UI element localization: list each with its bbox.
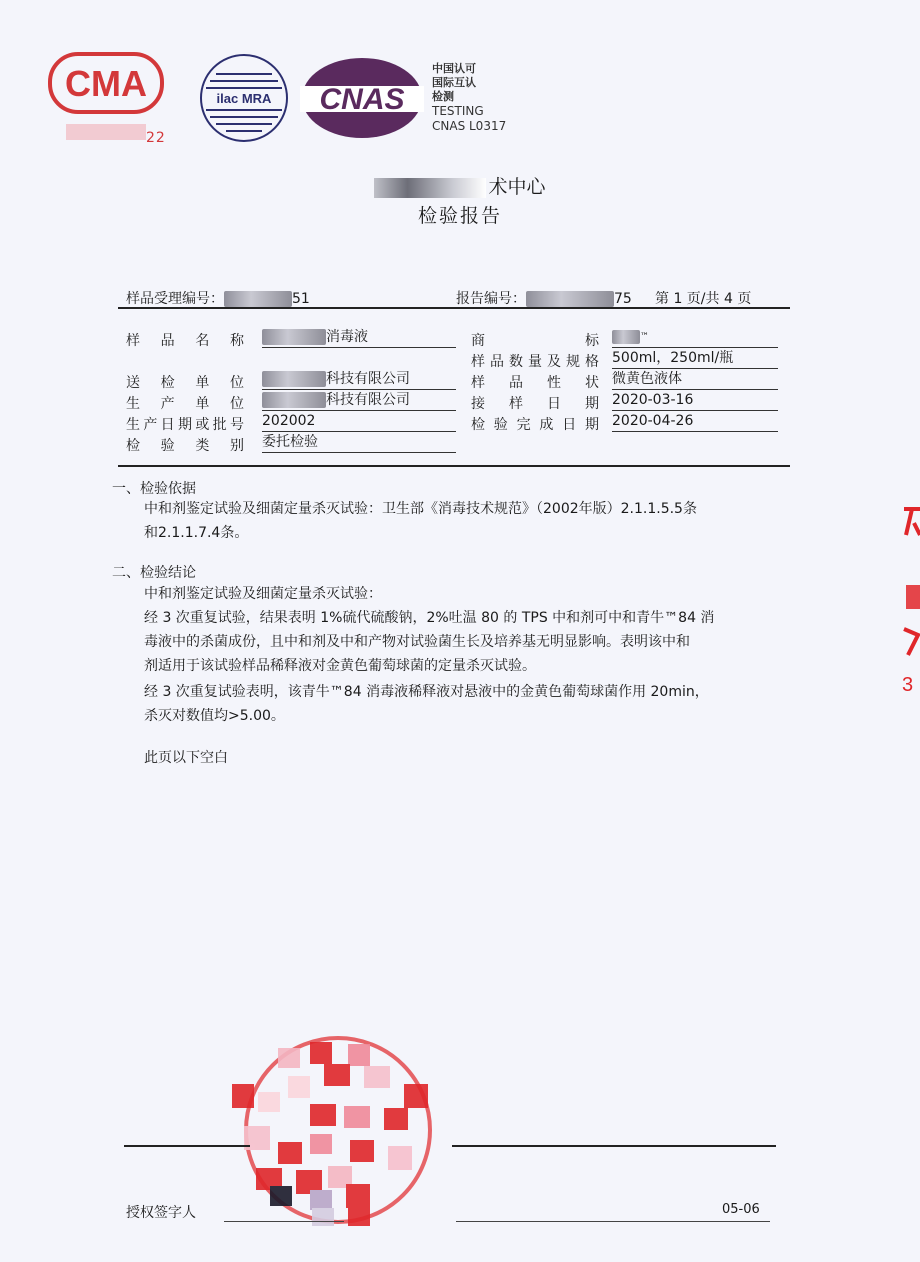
svg-text:3: 3	[902, 674, 914, 695]
conclusion-p2-line1: 经 3 次重复试验表明，该青牛™84 消毒液稀释液对悬液中的金黄色葡萄球菌作用 20min，	[144, 684, 709, 700]
finish-date-value: 2020-04-26	[612, 412, 778, 432]
receive-date-label: 接样日期	[471, 396, 599, 412]
test-type-value: 委托检验	[262, 433, 456, 453]
finish-date-label: 检验完成日期	[471, 417, 599, 433]
ilac-mark-text: ilac MRA	[216, 91, 272, 106]
cnas-mark-text: CNAS	[319, 83, 405, 116]
brand-value: ™	[612, 328, 778, 348]
basis-line-2: 和2.1.1.7.4条。	[144, 525, 249, 541]
cma-mark-text: CMA	[65, 63, 147, 104]
footer-rule-left	[124, 1145, 250, 1147]
batch-label: 生产日期或批号	[126, 417, 244, 433]
sample-name-label: 样品名称	[126, 333, 244, 349]
conclusion-p1-line3: 剂适用于该试验样品稀释液对金黄色葡萄球菌的定量杀灭试验。	[144, 658, 536, 674]
authorized-signatory-label: 授权签字人	[126, 1205, 196, 1221]
issue-date-line	[456, 1221, 770, 1222]
official-seal	[228, 1030, 438, 1230]
sample-name-value: 消毒液	[262, 328, 456, 348]
sample-number: 样品受理编号： 51	[126, 291, 310, 307]
receive-date-value: 2020-03-16	[612, 391, 778, 411]
ilac-mra-logo	[198, 52, 290, 144]
conclusion-p1-line2: 毒液中的杀菌成份，且中和剂及中和产物对试验菌生长及培养基无明显影响。表明该中和	[144, 634, 690, 650]
cnas-accreditation-text: 中国认可 国际互认 检测 TESTING CNAS L0317	[432, 62, 507, 133]
appearance-value: 微黄色液体	[612, 370, 778, 390]
edge-seal-fragment	[898, 505, 920, 695]
redacted-cma-number	[66, 124, 146, 140]
test-type-label: 检验类别	[126, 438, 244, 454]
conclusion-subheading: 中和剂鉴定试验及细菌定量杀灭试验：	[144, 586, 382, 602]
conclusion-p1-line1: 经 3 次重复试验，结果表明 1%硫代硫酸钠，2%吐温 80 的 TPS 中和剂可中和青牛™84 消	[144, 610, 715, 626]
basis-heading: 一、检验依据	[112, 481, 196, 497]
report-number: 报告编号： 75	[456, 291, 632, 307]
producer-value: 科技有限公司	[262, 391, 456, 411]
report-title: 检验报告	[417, 205, 502, 227]
table-bottom-rule	[118, 465, 790, 467]
submitter-label: 送检单位	[126, 375, 244, 391]
qty-spec-value: 500ml，250ml/瓶	[612, 349, 778, 369]
cnas-logo	[300, 56, 424, 140]
issue-date-tail: 05-06	[722, 1202, 760, 1217]
cma-number: 22	[146, 130, 166, 146]
appearance-label: 样品性状	[471, 375, 599, 391]
conclusion-heading: 二、检验结论	[112, 565, 196, 581]
cma-logo	[48, 52, 164, 114]
producer-label: 生产单位	[126, 396, 244, 412]
header-rule	[118, 307, 790, 309]
qty-spec-label: 样品数量及规格	[471, 354, 599, 370]
blank-below-note: 此页以下空白	[144, 750, 228, 766]
conclusion-p2-line2: 杀灭对数值均>5.00。	[144, 708, 285, 724]
submitter-value: 科技有限公司	[262, 370, 456, 390]
batch-value: 202002	[262, 412, 456, 432]
basis-line-1: 中和剂鉴定试验及细菌定量杀灭试验：卫生部《消毒技术规范》（2002年版）2.1.1.5.5条	[144, 501, 697, 517]
testing-center-name: 术中心	[0, 172, 920, 199]
footer-rule-right	[452, 1145, 776, 1147]
page-info: 第 1 页/共 4 页	[655, 291, 752, 307]
brand-label: 商标	[471, 333, 599, 349]
signature-line	[224, 1221, 344, 1222]
